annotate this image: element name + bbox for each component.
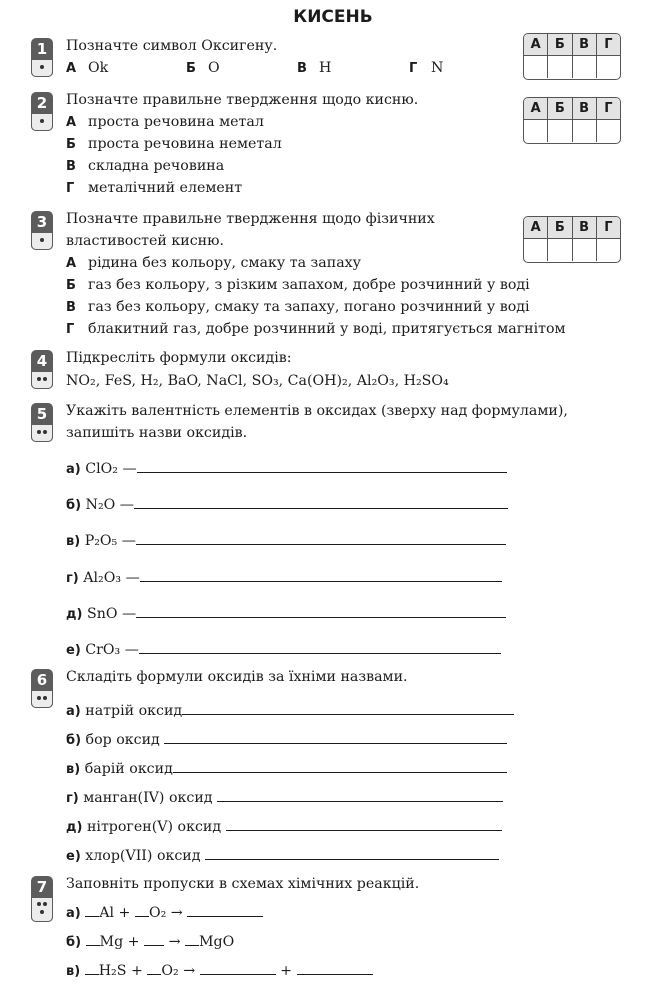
plus-sign: + (130, 963, 143, 979)
oxide-name: бор оксид (85, 732, 160, 748)
dash: — (122, 461, 137, 477)
task-question-line2: властивостей кисню. (66, 233, 224, 249)
grid-header: Г (604, 101, 613, 116)
task-number: 5 (36, 405, 48, 423)
answer-line[interactable] (173, 758, 507, 773)
coefficient-blank[interactable] (147, 960, 161, 975)
task-question-line1: Укажіть валентність елементів в оксидах (зверху над формулами), (66, 403, 568, 419)
task-question: Складіть формули оксидів за їхніми назвами. (66, 669, 408, 685)
option-letter: А (66, 256, 77, 271)
oxide-row-f (66, 639, 501, 662)
grid-header: В (573, 217, 597, 238)
name-row-b (66, 729, 507, 752)
oxide-name: натрій оксид (85, 703, 183, 719)
item-label: б) (66, 498, 82, 513)
formula[interactable]: H₂SO₄ (403, 373, 449, 389)
difficulty-dots (31, 60, 53, 77)
oxide-name: нітроген(V) оксид (86, 819, 222, 835)
option-b[interactable] (66, 133, 282, 156)
answer-line[interactable] (182, 700, 514, 715)
page-title: КИСЕНЬ (293, 7, 373, 27)
option-d[interactable] (66, 177, 242, 200)
formula: CrO₃ (85, 642, 121, 658)
coefficient-blank[interactable] (86, 931, 100, 946)
item-label: г) (66, 571, 79, 586)
option-b[interactable] (66, 274, 530, 297)
formula-list: NO₂, FeS, H₂, BaO, NaCl, SO₃, Ca(OH)₂, Al₂O₃, H₂SO₄ (66, 373, 449, 389)
option-letter: Г (66, 181, 75, 196)
item-label: в) (66, 762, 81, 777)
coefficient-blank[interactable] (185, 931, 199, 946)
plus-sign: + (127, 934, 140, 950)
oxide-name: барій оксид (84, 761, 173, 777)
option-text: блакитний газ, добре розчинний у воді, притягується магнітом (88, 321, 566, 337)
option-c[interactable] (297, 57, 331, 80)
product-blank[interactable] (297, 960, 373, 975)
option-letter: А (66, 61, 77, 76)
reaction-arrow: → (183, 963, 196, 979)
formula[interactable]: H₂ (140, 373, 159, 389)
formula[interactable]: BaO (167, 373, 198, 389)
oxide-row-b (66, 494, 508, 517)
option-letter: В (66, 159, 76, 174)
grid-header: Г (604, 37, 613, 52)
answer-cell[interactable] (548, 56, 572, 78)
option-text: H (319, 60, 332, 76)
answer-line[interactable] (164, 729, 507, 744)
option-d[interactable] (409, 57, 443, 80)
dash: — (119, 497, 134, 513)
answer-line[interactable] (136, 603, 506, 618)
formula: ClO₂ (85, 461, 118, 477)
answer-grid-3 (523, 216, 621, 263)
reaction-a (66, 902, 263, 925)
oxide-row-e (66, 603, 506, 626)
task-badge-4 (31, 350, 53, 389)
task-number: 2 (36, 94, 48, 112)
task-badge-1 (31, 38, 53, 77)
item-label: д) (66, 607, 83, 622)
option-letter: Г (66, 322, 75, 337)
oxide-name: хлор(VII) оксид (85, 848, 201, 864)
task-number: 7 (36, 878, 48, 896)
item-label: б) (66, 935, 82, 950)
item-label: а) (66, 462, 81, 477)
option-text: складна речовина (88, 158, 225, 174)
option-text: газ без кольору, смаку та запаху, погано розчинний у воді (88, 299, 530, 315)
task-badge-7 (31, 876, 53, 922)
dash: — (121, 606, 137, 622)
task-question: Підкресліть формули оксидів: (66, 350, 292, 366)
plus-sign: + (118, 905, 131, 921)
answer-cell[interactable] (573, 120, 597, 142)
answer-cell[interactable] (597, 239, 620, 261)
answer-cell[interactable] (573, 56, 597, 78)
answer-line[interactable] (136, 530, 506, 545)
answer-line[interactable] (205, 845, 499, 860)
task-number: 4 (36, 352, 48, 370)
answer-cell[interactable] (573, 239, 597, 261)
task-badge-3 (31, 211, 53, 250)
product: MgO (199, 934, 235, 950)
formula[interactable]: Al₂O₃ (356, 373, 395, 389)
option-text: металічний елемент (88, 180, 243, 196)
formula: Al₂O₃ (83, 570, 122, 586)
item-label: в) (66, 964, 81, 979)
name-row-a (66, 700, 514, 723)
option-c[interactable] (66, 155, 224, 178)
answer-line[interactable] (217, 787, 503, 802)
answer-cell[interactable] (524, 120, 548, 142)
answer-cell[interactable] (548, 120, 572, 142)
dash: — (125, 570, 140, 586)
reactant: Al (99, 905, 115, 921)
task-question: Позначте символ Оксигену. (66, 38, 278, 54)
reaction-c (66, 960, 373, 983)
name-row-f (66, 845, 499, 868)
formula: P₂O₅ (84, 533, 118, 549)
reactant: Mg (99, 934, 124, 950)
reactant: H₂S (98, 963, 127, 979)
answer-line[interactable] (140, 567, 502, 582)
option-letter: Б (186, 61, 196, 76)
option-letter: В (66, 300, 76, 315)
item-label: д) (66, 820, 83, 835)
task-number: 6 (36, 671, 48, 689)
oxide-row-d (66, 567, 502, 590)
oxide-name: манган(IV) оксид (83, 790, 213, 806)
option-letter: В (297, 61, 307, 76)
option-letter: А (66, 115, 77, 130)
dash: — (121, 533, 136, 549)
answer-line[interactable] (139, 639, 501, 654)
option-text: проста речовина метал (88, 114, 264, 130)
item-label: г) (66, 791, 79, 806)
option-text: O (208, 60, 220, 76)
item-label: е) (66, 643, 81, 658)
formula[interactable]: NO₂ (66, 373, 96, 389)
task-number: 3 (36, 213, 48, 231)
option-text: Ok (88, 60, 109, 76)
option-text: рідина без кольору, смаку та запаху (88, 255, 361, 271)
answer-cell[interactable] (548, 239, 572, 261)
reactant-blank[interactable] (144, 931, 164, 946)
reaction-arrow: → (168, 934, 181, 950)
task-badge-6 (31, 669, 53, 708)
option-text: N (431, 60, 444, 76)
grid-header: А (524, 217, 548, 238)
task-badge-2 (31, 92, 53, 131)
answer-grid-2 (523, 97, 621, 144)
grid-header: Б (548, 34, 572, 55)
answer-cell[interactable] (524, 56, 548, 78)
task-question: Заповніть пропуски в схемах хімічних реакцій. (66, 876, 420, 892)
option-letter: Б (66, 278, 76, 293)
difficulty-dots (31, 691, 53, 708)
option-a[interactable] (66, 252, 361, 275)
item-label: б) (66, 733, 82, 748)
formula: N₂O (85, 497, 116, 513)
grid-header: Б (548, 217, 572, 238)
item-label: в) (66, 534, 81, 549)
grid-header: А (524, 34, 548, 55)
difficulty-dots (31, 372, 53, 389)
oxide-row-a (66, 458, 507, 481)
formula[interactable]: SO₃ (251, 373, 279, 389)
task-question: Позначте правильне твердження щодо кисню. (66, 92, 419, 108)
difficulty-dots (31, 425, 53, 442)
formula[interactable]: NaCl (206, 373, 243, 389)
answer-line[interactable] (134, 494, 508, 509)
option-a[interactable] (66, 57, 108, 80)
difficulty-dots (31, 114, 53, 131)
dash: — (124, 642, 139, 658)
answer-cell[interactable] (524, 239, 548, 261)
grid-header: А (524, 98, 548, 119)
reactant: O₂ (148, 905, 167, 921)
formula[interactable]: FeS (104, 373, 132, 389)
formula[interactable]: Ca(OH)₂ (287, 373, 348, 389)
grid-header: В (573, 98, 597, 119)
product-blank[interactable] (200, 960, 276, 975)
reactant: O₂ (161, 963, 179, 979)
option-d[interactable] (66, 318, 566, 341)
reaction-arrow: → (170, 905, 183, 921)
difficulty-dots (31, 898, 53, 922)
task-question-line1: Позначте правильне твердження щодо фізичних (66, 211, 435, 227)
item-label: а) (66, 704, 81, 719)
answer-grid-1 (523, 33, 621, 80)
item-label: е) (66, 849, 81, 864)
plus-sign: + (280, 963, 293, 979)
product-blank[interactable] (187, 902, 263, 917)
answer-line[interactable] (226, 816, 502, 831)
grid-header: Б (548, 98, 572, 119)
answer-cell[interactable] (597, 56, 620, 78)
option-c[interactable] (66, 296, 530, 319)
task-badge-5 (31, 403, 53, 442)
name-row-c (66, 758, 507, 781)
option-letter: Б (66, 137, 76, 152)
oxide-row-c (66, 530, 506, 553)
item-label: а) (66, 906, 81, 921)
option-text: газ без кольору, з різким запахом, добре розчинний у воді (88, 277, 530, 293)
grid-header: В (573, 34, 597, 55)
difficulty-dots (31, 233, 53, 250)
coefficient-blank[interactable] (85, 902, 99, 917)
task-question-line2: запишіть назви оксидів. (66, 425, 248, 441)
reaction-b (66, 931, 234, 954)
grid-header: Г (604, 220, 613, 235)
option-text: проста речовина неметал (88, 136, 282, 152)
task-number: 1 (36, 40, 48, 58)
option-a[interactable] (66, 111, 264, 134)
name-row-e (66, 816, 502, 839)
name-row-d (66, 787, 503, 810)
option-b[interactable] (186, 57, 220, 80)
answer-cell[interactable] (597, 120, 620, 142)
option-letter: Г (409, 61, 418, 76)
coefficient-blank[interactable] (85, 960, 99, 975)
answer-line[interactable] (137, 458, 507, 473)
coefficient-blank[interactable] (135, 902, 149, 917)
formula: SnO (86, 606, 118, 622)
